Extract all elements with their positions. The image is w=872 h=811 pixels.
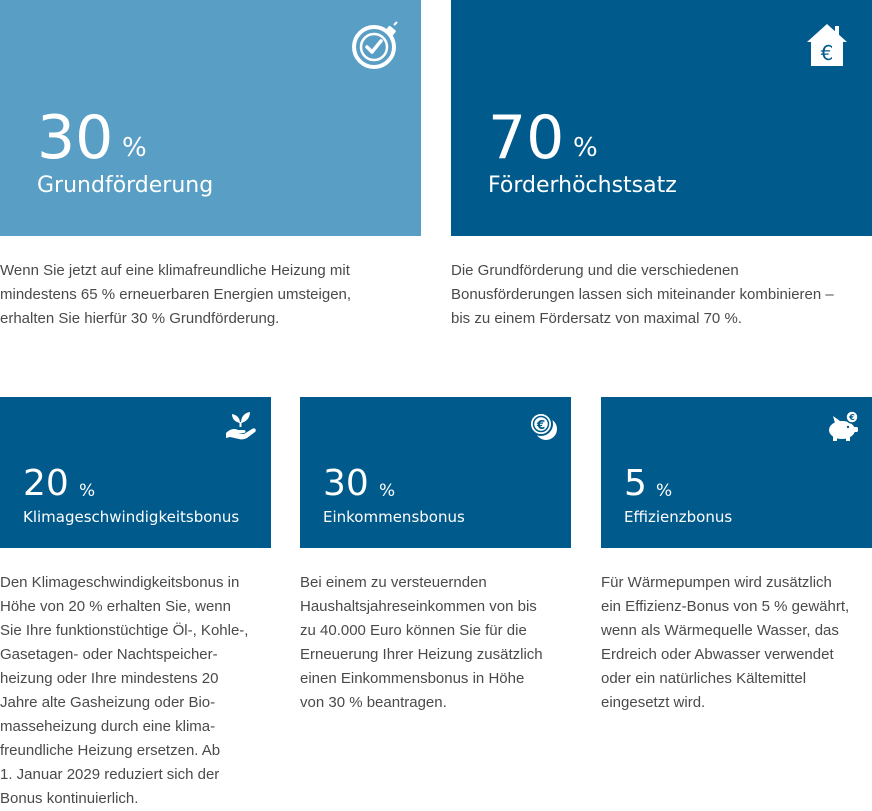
tile-label: Einkommensbonus bbox=[323, 508, 465, 526]
description-foerderhoechstsatz bbox=[451, 259, 872, 331]
piggy-bank-icon bbox=[827, 410, 861, 442]
description-line: Bonusförderungen lassen sich miteinander kombinieren – bbox=[451, 286, 834, 303]
tile-value: 20 bbox=[23, 463, 69, 504]
svg-text:€: € bbox=[820, 41, 834, 65]
tile-unit: % bbox=[573, 133, 598, 163]
description-effizienzbonus bbox=[601, 571, 872, 715]
tile-effizienzbonus bbox=[601, 397, 872, 548]
tile-unit: % bbox=[656, 481, 673, 501]
description-line: Erdreich oder Abwasser verwendet bbox=[601, 646, 834, 663]
tile-einkommensbonus bbox=[300, 397, 571, 548]
description-line: Gasetagen- oder Nachtspeicher- bbox=[0, 646, 218, 663]
description-line: Wenn Sie jetzt auf eine klimafreundliche Heizung mit bbox=[0, 262, 350, 279]
tile-label: Förderhöchstsatz bbox=[488, 173, 677, 198]
description-line: eingesetzt wird. bbox=[601, 694, 706, 711]
tile-klimageschwindigkeitsbonus bbox=[0, 397, 271, 548]
description-line: Bonus kontinuierlich. bbox=[0, 790, 139, 807]
euro-coins-icon bbox=[528, 411, 562, 443]
description-einkommensbonus bbox=[300, 571, 580, 715]
tile-label: Effizienzbonus bbox=[624, 508, 733, 526]
tile-unit: % bbox=[79, 481, 96, 501]
tile-value: 30 bbox=[323, 463, 369, 504]
description-line: Die Grundförderung und die verschiedenen bbox=[451, 262, 739, 279]
description-line: bis zu einem Fördersatz von maximal 70 %. bbox=[451, 310, 742, 327]
description-line: erhalten Sie hierfür 30 % Grundförderung. bbox=[0, 310, 280, 327]
description-line: freundliche Heizung ersetzen. Ab bbox=[0, 742, 221, 759]
tile-value: 5 bbox=[624, 463, 647, 504]
description-line: mindestens 65 % erneuerbaren Energien umsteigen, bbox=[0, 286, 352, 303]
check-plug-icon bbox=[350, 21, 400, 71]
description-line: oder ein natürliches Kältemittel bbox=[601, 670, 807, 687]
description-line: Haushaltsjahreseinkommen von bis bbox=[300, 598, 537, 615]
tile-foerderhoechstsatz bbox=[451, 0, 872, 236]
description-line: ein Effizienz-Bonus von 5 % gewährt, bbox=[601, 598, 850, 615]
description-line: masseheizung durch eine klima- bbox=[0, 718, 216, 735]
description-line: zu 40.000 Euro können Sie für die bbox=[300, 622, 527, 639]
house-euro-icon bbox=[805, 22, 849, 68]
description-line: einen Einkommensbonus in Höhe bbox=[300, 670, 525, 687]
tile-grundfoerderung bbox=[0, 0, 421, 236]
tile-value: 30 bbox=[37, 103, 114, 173]
description-line: wenn als Wärmequelle Wasser, das bbox=[601, 622, 839, 639]
description-klimageschwindigkeitsbonus bbox=[0, 571, 280, 811]
hand-plant-icon bbox=[224, 409, 258, 441]
description-line: Jahre alte Gasheizung oder Bio- bbox=[0, 694, 216, 711]
description-line: Für Wärmepumpen wird zusätzlich bbox=[601, 574, 832, 591]
description-line: heizung oder Ihre mindestens 20 bbox=[0, 670, 219, 687]
description-line: Sie Ihre funktionstüchtige Öl-, Kohle-, bbox=[0, 622, 249, 639]
description-line: Den Klimageschwindigkeitsbonus in bbox=[0, 574, 240, 591]
svg-text:€: € bbox=[536, 418, 546, 432]
tile-label: Klimageschwindigkeitsbonus bbox=[23, 508, 240, 526]
description-line: 1. Januar 2029 reduziert sich der bbox=[0, 766, 220, 783]
tile-unit: % bbox=[122, 133, 147, 163]
description-line: von 30 % beantragen. bbox=[300, 694, 447, 711]
tile-label: Grundförderung bbox=[37, 173, 214, 198]
tile-value: 70 bbox=[488, 103, 565, 173]
description-line: Erneuerung Ihrer Heizung zusätzlich bbox=[300, 646, 543, 663]
svg-text:€: € bbox=[849, 413, 855, 422]
tile-unit: % bbox=[379, 481, 396, 501]
description-line: Bei einem zu versteuernden bbox=[300, 574, 487, 591]
description-grundfoerderung bbox=[0, 259, 420, 331]
description-line: Höhe von 20 % erhalten Sie, wenn bbox=[0, 598, 231, 615]
